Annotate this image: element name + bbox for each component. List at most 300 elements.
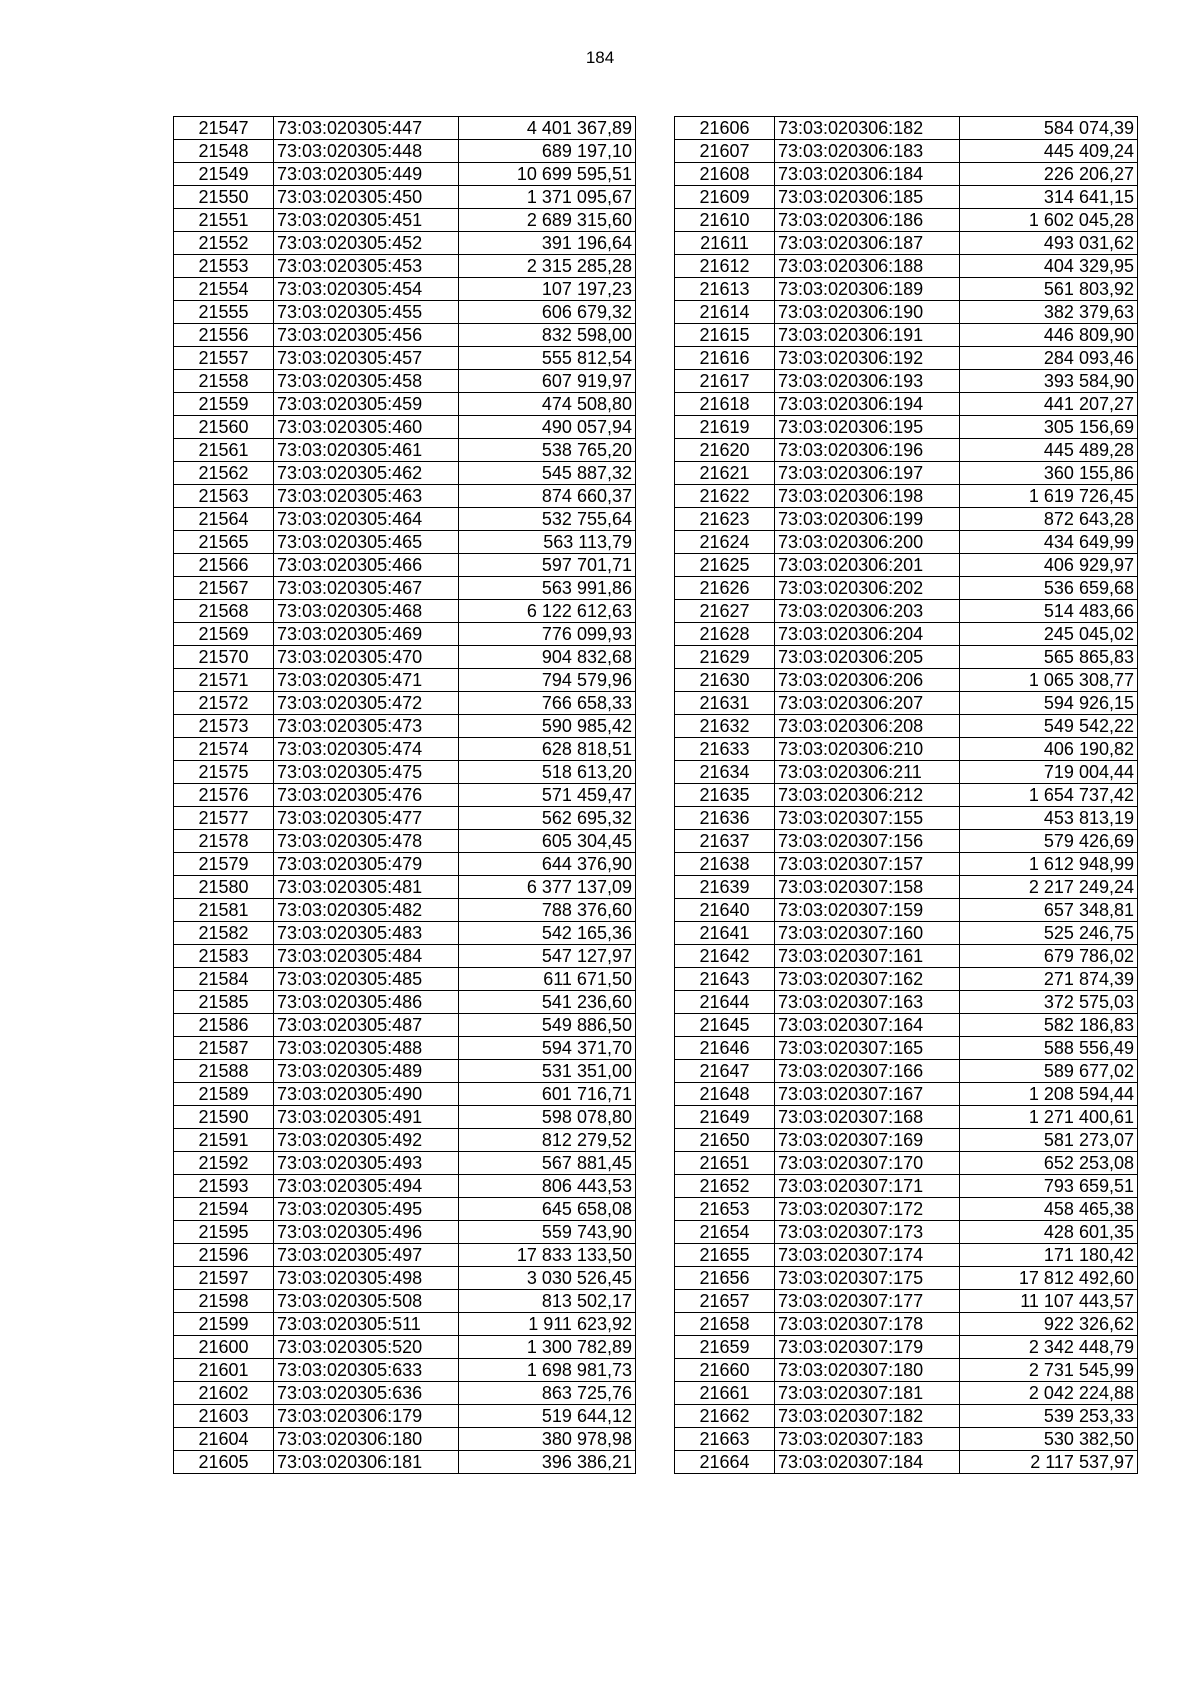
table-row	[675, 807, 1138, 830]
table-row	[675, 301, 1138, 324]
table-row	[675, 462, 1138, 485]
row-number-cell: 21604	[174, 1428, 274, 1451]
table-row	[174, 1290, 636, 1313]
row-number-cell: 21578	[174, 830, 274, 853]
table-row	[675, 186, 1138, 209]
row-number-cell: 21576	[174, 784, 274, 807]
cadastral-number-cell: 73:03:020306:208	[775, 715, 960, 738]
value-cell: 1 300 782,89	[459, 1336, 636, 1359]
cadastral-number-cell: 73:03:020305:460	[274, 416, 459, 439]
row-number-cell: 21551	[174, 209, 274, 232]
cadastral-number-cell: 73:03:020307:167	[775, 1083, 960, 1106]
table-row	[174, 1014, 636, 1037]
table-row	[174, 1382, 636, 1405]
row-number-cell: 21553	[174, 255, 274, 278]
value-cell: 679 786,02	[960, 945, 1138, 968]
cadastral-number-cell: 73:03:020305:447	[274, 117, 459, 140]
value-cell: 547 127,97	[459, 945, 636, 968]
cadastral-number-cell: 73:03:020305:492	[274, 1129, 459, 1152]
value-cell: 597 701,71	[459, 554, 636, 577]
cadastral-number-cell: 73:03:020307:157	[775, 853, 960, 876]
cadastral-number-cell: 73:03:020305:453	[274, 255, 459, 278]
table-row	[675, 439, 1138, 462]
value-cell: 396 386,21	[459, 1451, 636, 1474]
cadastral-number-cell: 73:03:020306:195	[775, 416, 960, 439]
table-row	[675, 1060, 1138, 1083]
cadastral-number-cell: 73:03:020306:188	[775, 255, 960, 278]
cadastral-number-cell: 73:03:020307:177	[775, 1290, 960, 1313]
cadastral-number-cell: 73:03:020305:477	[274, 807, 459, 830]
cadastral-number-cell: 73:03:020305:451	[274, 209, 459, 232]
value-cell: 563 113,79	[459, 531, 636, 554]
cadastral-number-cell: 73:03:020307:171	[775, 1175, 960, 1198]
table-row	[174, 807, 636, 830]
cadastral-number-cell: 73:03:020306:179	[274, 1405, 459, 1428]
row-number-cell: 21646	[675, 1037, 775, 1060]
cadastral-number-cell: 73:03:020305:471	[274, 669, 459, 692]
cadastral-number-cell: 73:03:020307:162	[775, 968, 960, 991]
table-row	[174, 209, 636, 232]
row-number-cell: 21591	[174, 1129, 274, 1152]
cadastral-number-cell: 73:03:020305:454	[274, 278, 459, 301]
cadastral-number-cell: 73:03:020305:469	[274, 623, 459, 646]
value-cell: 360 155,86	[960, 462, 1138, 485]
row-number-cell: 21568	[174, 600, 274, 623]
table-row	[174, 186, 636, 209]
table-row	[174, 623, 636, 646]
value-cell: 305 156,69	[960, 416, 1138, 439]
value-cell: 493 031,62	[960, 232, 1138, 255]
table-row	[675, 876, 1138, 899]
value-cell: 474 508,80	[459, 393, 636, 416]
cadastral-number-cell: 73:03:020306:197	[775, 462, 960, 485]
value-cell: 458 465,38	[960, 1198, 1138, 1221]
cadastral-number-cell: 73:03:020305:508	[274, 1290, 459, 1313]
value-cell: 1 065 308,77	[960, 669, 1138, 692]
row-number-cell: 21585	[174, 991, 274, 1014]
table-row	[174, 1083, 636, 1106]
page-number: 184	[585, 48, 615, 67]
table-row	[675, 1451, 1138, 1474]
cadastral-number-cell: 73:03:020306:184	[775, 163, 960, 186]
table-row	[174, 1106, 636, 1129]
row-number-cell: 21660	[675, 1359, 775, 1382]
row-number-cell: 21567	[174, 577, 274, 600]
cadastral-number-cell: 73:03:020305:495	[274, 1198, 459, 1221]
row-number-cell: 21573	[174, 715, 274, 738]
table-row	[675, 738, 1138, 761]
value-cell: 17 812 492,60	[960, 1267, 1138, 1290]
cadastral-number-cell: 73:03:020305:465	[274, 531, 459, 554]
row-number-cell: 21547	[174, 117, 274, 140]
cadastral-number-cell: 73:03:020305:468	[274, 600, 459, 623]
row-number-cell: 21647	[675, 1060, 775, 1083]
table-row	[675, 1405, 1138, 1428]
table-row	[174, 1175, 636, 1198]
table-row	[174, 899, 636, 922]
row-number-cell: 21618	[675, 393, 775, 416]
value-cell: 1 208 594,44	[960, 1083, 1138, 1106]
cadastral-number-cell: 73:03:020305:481	[274, 876, 459, 899]
value-cell: 536 659,68	[960, 577, 1138, 600]
row-number-cell: 21608	[675, 163, 775, 186]
cadastral-number-cell: 73:03:020307:166	[775, 1060, 960, 1083]
cadastral-number-cell: 73:03:020306:206	[775, 669, 960, 692]
table-row	[675, 853, 1138, 876]
cadastral-number-cell: 73:03:020305:486	[274, 991, 459, 1014]
value-cell: 689 197,10	[459, 140, 636, 163]
cadastral-number-cell: 73:03:020307:184	[775, 1451, 960, 1474]
cadastral-number-cell: 73:03:020307:179	[775, 1336, 960, 1359]
cadastral-number-cell: 73:03:020305:520	[274, 1336, 459, 1359]
left-register-table	[173, 116, 636, 1474]
cadastral-number-cell: 73:03:020307:170	[775, 1152, 960, 1175]
table-row	[174, 140, 636, 163]
row-number-cell: 21641	[675, 922, 775, 945]
table-row	[174, 1336, 636, 1359]
value-cell: 107 197,23	[459, 278, 636, 301]
value-cell: 571 459,47	[459, 784, 636, 807]
cadastral-number-cell: 73:03:020305:476	[274, 784, 459, 807]
value-cell: 538 765,20	[459, 439, 636, 462]
row-number-cell: 21621	[675, 462, 775, 485]
table-row	[174, 508, 636, 531]
value-cell: 922 326,62	[960, 1313, 1138, 1336]
table-row	[174, 255, 636, 278]
row-number-cell: 21651	[675, 1152, 775, 1175]
table-row	[675, 255, 1138, 278]
value-cell: 541 236,60	[459, 991, 636, 1014]
value-cell: 776 099,93	[459, 623, 636, 646]
cadastral-number-cell: 73:03:020305:461	[274, 439, 459, 462]
right-register-table	[674, 116, 1138, 1474]
cadastral-number-cell: 73:03:020306:210	[775, 738, 960, 761]
cadastral-number-cell: 73:03:020305:456	[274, 324, 459, 347]
table-row	[675, 140, 1138, 163]
value-cell: 406 929,97	[960, 554, 1138, 577]
value-cell: 628 818,51	[459, 738, 636, 761]
table-row	[675, 1336, 1138, 1359]
cadastral-number-cell: 73:03:020307:173	[775, 1221, 960, 1244]
table-row	[675, 1221, 1138, 1244]
cadastral-number-cell: 73:03:020305:494	[274, 1175, 459, 1198]
value-cell: 863 725,76	[459, 1382, 636, 1405]
table-row	[174, 853, 636, 876]
row-number-cell: 21589	[174, 1083, 274, 1106]
table-row	[174, 830, 636, 853]
value-cell: 525 246,75	[960, 922, 1138, 945]
value-cell: 584 074,39	[960, 117, 1138, 140]
value-cell: 1 698 981,73	[459, 1359, 636, 1382]
value-cell: 404 329,95	[960, 255, 1138, 278]
value-cell: 555 812,54	[459, 347, 636, 370]
row-number-cell: 21624	[675, 531, 775, 554]
value-cell: 872 643,28	[960, 508, 1138, 531]
value-cell: 606 679,32	[459, 301, 636, 324]
cadastral-number-cell: 73:03:020306:198	[775, 485, 960, 508]
cadastral-number-cell: 73:03:020307:174	[775, 1244, 960, 1267]
table-row	[174, 393, 636, 416]
table-row	[174, 554, 636, 577]
cadastral-number-cell: 73:03:020306:196	[775, 439, 960, 462]
value-cell: 561 803,92	[960, 278, 1138, 301]
cadastral-number-cell: 73:03:020306:181	[274, 1451, 459, 1474]
value-cell: 542 165,36	[459, 922, 636, 945]
value-cell: 874 660,37	[459, 485, 636, 508]
table-row	[174, 669, 636, 692]
cadastral-number-cell: 73:03:020305:448	[274, 140, 459, 163]
cadastral-number-cell: 73:03:020305:475	[274, 761, 459, 784]
value-cell: 567 881,45	[459, 1152, 636, 1175]
cadastral-number-cell: 73:03:020305:487	[274, 1014, 459, 1037]
row-number-cell: 21661	[675, 1382, 775, 1405]
table-row	[675, 1014, 1138, 1037]
cadastral-number-cell: 73:03:020306:186	[775, 209, 960, 232]
row-number-cell: 21552	[174, 232, 274, 255]
value-cell: 382 379,63	[960, 301, 1138, 324]
value-cell: 406 190,82	[960, 738, 1138, 761]
value-cell: 562 695,32	[459, 807, 636, 830]
table-row	[675, 899, 1138, 922]
row-number-cell: 21581	[174, 899, 274, 922]
row-number-cell: 21620	[675, 439, 775, 462]
row-number-cell: 21592	[174, 1152, 274, 1175]
row-number-cell: 21614	[675, 301, 775, 324]
row-number-cell: 21571	[174, 669, 274, 692]
table-row	[675, 232, 1138, 255]
value-cell: 284 093,46	[960, 347, 1138, 370]
cadastral-number-cell: 73:03:020307:156	[775, 830, 960, 853]
row-number-cell: 21588	[174, 1060, 274, 1083]
row-number-cell: 21561	[174, 439, 274, 462]
table-row	[174, 577, 636, 600]
cadastral-number-cell: 73:03:020305:490	[274, 1083, 459, 1106]
row-number-cell: 21582	[174, 922, 274, 945]
row-number-cell: 21577	[174, 807, 274, 830]
table-row	[675, 1106, 1138, 1129]
cadastral-number-cell: 73:03:020305:449	[274, 163, 459, 186]
row-number-cell: 21560	[174, 416, 274, 439]
row-number-cell: 21622	[675, 485, 775, 508]
value-cell: 644 376,90	[459, 853, 636, 876]
table-row	[174, 416, 636, 439]
cadastral-number-cell: 73:03:020305:511	[274, 1313, 459, 1336]
value-cell: 2 117 537,97	[960, 1451, 1138, 1474]
table-row	[675, 163, 1138, 186]
value-cell: 372 575,03	[960, 991, 1138, 1014]
table-row	[675, 1359, 1138, 1382]
table-row	[675, 370, 1138, 393]
table-row	[174, 1198, 636, 1221]
table-row	[174, 600, 636, 623]
cadastral-number-cell: 73:03:020305:459	[274, 393, 459, 416]
row-number-cell: 21657	[675, 1290, 775, 1313]
table-row	[174, 945, 636, 968]
row-number-cell: 21656	[675, 1267, 775, 1290]
cadastral-number-cell: 73:03:020305:463	[274, 485, 459, 508]
cadastral-number-cell: 73:03:020307:160	[775, 922, 960, 945]
row-number-cell: 21612	[675, 255, 775, 278]
value-cell: 531 351,00	[459, 1060, 636, 1083]
value-cell: 2 689 315,60	[459, 209, 636, 232]
table-row	[174, 1037, 636, 1060]
table-row	[675, 1198, 1138, 1221]
value-cell: 434 649,99	[960, 531, 1138, 554]
value-cell: 3 030 526,45	[459, 1267, 636, 1290]
row-number-cell: 21606	[675, 117, 775, 140]
row-number-cell: 21559	[174, 393, 274, 416]
table-row	[174, 278, 636, 301]
table-row	[174, 1428, 636, 1451]
row-number-cell: 21613	[675, 278, 775, 301]
cadastral-number-cell: 73:03:020306:199	[775, 508, 960, 531]
cadastral-number-cell: 73:03:020307:181	[775, 1382, 960, 1405]
value-cell: 581 273,07	[960, 1129, 1138, 1152]
row-number-cell: 21609	[675, 186, 775, 209]
cadastral-number-cell: 73:03:020305:458	[274, 370, 459, 393]
cadastral-number-cell: 73:03:020305:462	[274, 462, 459, 485]
cadastral-number-cell: 73:03:020307:155	[775, 807, 960, 830]
table-row	[675, 508, 1138, 531]
table-row	[174, 531, 636, 554]
table-row	[675, 416, 1138, 439]
value-cell: 1 371 095,67	[459, 186, 636, 209]
table-row	[675, 646, 1138, 669]
right-table-body	[675, 117, 1138, 1474]
row-number-cell: 21625	[675, 554, 775, 577]
table-row	[675, 347, 1138, 370]
row-number-cell: 21664	[675, 1451, 775, 1474]
row-number-cell: 21632	[675, 715, 775, 738]
table-row	[675, 1382, 1138, 1405]
row-number-cell: 21643	[675, 968, 775, 991]
table-row	[675, 1175, 1138, 1198]
row-number-cell: 21616	[675, 347, 775, 370]
cadastral-number-cell: 73:03:020305:488	[274, 1037, 459, 1060]
cadastral-number-cell: 73:03:020306:180	[274, 1428, 459, 1451]
value-cell: 393 584,90	[960, 370, 1138, 393]
table-row	[675, 554, 1138, 577]
row-number-cell: 21575	[174, 761, 274, 784]
table-row	[174, 1060, 636, 1083]
value-cell: 518 613,20	[459, 761, 636, 784]
cadastral-number-cell: 73:03:020307:169	[775, 1129, 960, 1152]
value-cell: 582 186,83	[960, 1014, 1138, 1037]
cadastral-number-cell: 73:03:020305:452	[274, 232, 459, 255]
value-cell: 1 271 400,61	[960, 1106, 1138, 1129]
cadastral-number-cell: 73:03:020305:457	[274, 347, 459, 370]
value-cell: 590 985,42	[459, 715, 636, 738]
cadastral-number-cell: 73:03:020307:168	[775, 1106, 960, 1129]
value-cell: 588 556,49	[960, 1037, 1138, 1060]
table-row	[174, 485, 636, 508]
row-number-cell: 21555	[174, 301, 274, 324]
value-cell: 1 612 948,99	[960, 853, 1138, 876]
row-number-cell: 21570	[174, 646, 274, 669]
value-cell: 453 813,19	[960, 807, 1138, 830]
row-number-cell: 21645	[675, 1014, 775, 1037]
value-cell: 11 107 443,57	[960, 1290, 1138, 1313]
value-cell: 565 865,83	[960, 646, 1138, 669]
row-number-cell: 21562	[174, 462, 274, 485]
table-row	[174, 117, 636, 140]
table-row	[174, 761, 636, 784]
cadastral-number-cell: 73:03:020305:450	[274, 186, 459, 209]
left-table-body	[174, 117, 636, 1474]
table-row	[174, 1313, 636, 1336]
cadastral-number-cell: 73:03:020306:207	[775, 692, 960, 715]
cadastral-number-cell: 73:03:020305:633	[274, 1359, 459, 1382]
table-row	[675, 393, 1138, 416]
row-number-cell: 21607	[675, 140, 775, 163]
row-number-cell: 21595	[174, 1221, 274, 1244]
value-cell: 601 716,71	[459, 1083, 636, 1106]
cadastral-number-cell: 73:03:020307:172	[775, 1198, 960, 1221]
cadastral-number-cell: 73:03:020306:202	[775, 577, 960, 600]
row-number-cell: 21642	[675, 945, 775, 968]
table-row	[174, 738, 636, 761]
table-row	[675, 991, 1138, 1014]
row-number-cell: 21662	[675, 1405, 775, 1428]
value-cell: 441 207,27	[960, 393, 1138, 416]
value-cell: 380 978,98	[459, 1428, 636, 1451]
row-number-cell: 21663	[675, 1428, 775, 1451]
row-number-cell: 21596	[174, 1244, 274, 1267]
value-cell: 532 755,64	[459, 508, 636, 531]
row-number-cell: 21554	[174, 278, 274, 301]
cadastral-number-cell: 73:03:020305:491	[274, 1106, 459, 1129]
value-cell: 2 217 249,24	[960, 876, 1138, 899]
row-number-cell: 21631	[675, 692, 775, 715]
value-cell: 514 483,66	[960, 600, 1138, 623]
cadastral-number-cell: 73:03:020306:211	[775, 761, 960, 784]
table-row	[675, 1428, 1138, 1451]
cadastral-number-cell: 73:03:020305:473	[274, 715, 459, 738]
table-row	[174, 1221, 636, 1244]
table-row	[174, 1267, 636, 1290]
value-cell: 428 601,35	[960, 1221, 1138, 1244]
row-number-cell: 21640	[675, 899, 775, 922]
value-cell: 788 376,60	[459, 899, 636, 922]
cadastral-number-cell: 73:03:020306:194	[775, 393, 960, 416]
value-cell: 719 004,44	[960, 761, 1138, 784]
value-cell: 904 832,68	[459, 646, 636, 669]
cadastral-number-cell: 73:03:020305:466	[274, 554, 459, 577]
value-cell: 645 658,08	[459, 1198, 636, 1221]
table-row	[174, 370, 636, 393]
cadastral-number-cell: 73:03:020305:489	[274, 1060, 459, 1083]
table-row	[174, 1129, 636, 1152]
cadastral-number-cell: 73:03:020306:203	[775, 600, 960, 623]
value-cell: 832 598,00	[459, 324, 636, 347]
table-row	[174, 715, 636, 738]
cadastral-number-cell: 73:03:020307:165	[775, 1037, 960, 1060]
cadastral-number-cell: 73:03:020306:193	[775, 370, 960, 393]
value-cell: 813 502,17	[459, 1290, 636, 1313]
table-row	[675, 968, 1138, 991]
cadastral-number-cell: 73:03:020305:485	[274, 968, 459, 991]
row-number-cell: 21564	[174, 508, 274, 531]
table-row	[174, 301, 636, 324]
value-cell: 530 382,50	[960, 1428, 1138, 1451]
row-number-cell: 21644	[675, 991, 775, 1014]
value-cell: 607 919,97	[459, 370, 636, 393]
cadastral-number-cell: 73:03:020305:479	[274, 853, 459, 876]
row-number-cell: 21594	[174, 1198, 274, 1221]
table-row	[675, 1037, 1138, 1060]
cadastral-number-cell: 73:03:020305:483	[274, 922, 459, 945]
row-number-cell: 21628	[675, 623, 775, 646]
